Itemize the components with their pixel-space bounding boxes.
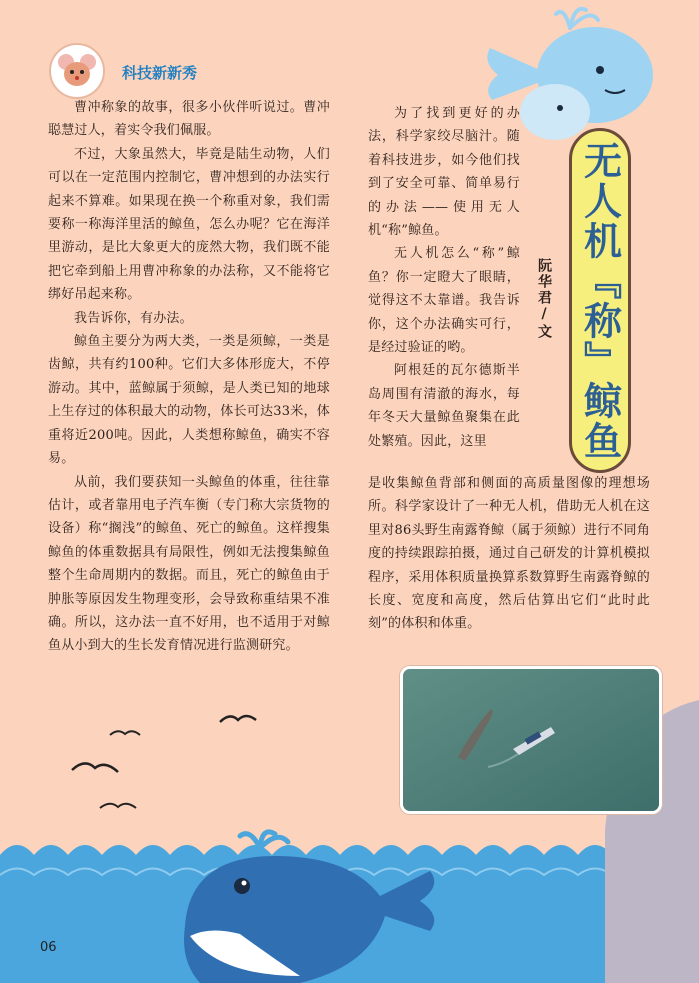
whale-boat-photo xyxy=(400,666,662,814)
paragraph: 是收集鲸鱼背部和侧面的高质量图像的理想场所。科学家设计了一种无人机，借助无人机在这里对86头野生南露脊鲸（属于须鲸）进行不同角度的持续跟踪拍摄，通过自己研发的计算机模拟程序，采用体积质量换算系数算野生南露脊鲸的长度、宽度和高度，然后估算出它们“此时此刻”的体积和体重。 xyxy=(368,476,650,632)
sea-photo-image xyxy=(403,669,659,811)
paragraph: 阿根廷的瓦尔德斯半岛周围有清澈的海水，每年冬天大量鲸鱼聚集在此处繁殖。因此，这里 xyxy=(368,363,520,449)
paragraph: 不过，大象虽然大，毕竟是陆生动物，人们可以在一定范围内控制它，曹冲想到的办法实行起来不算难。如果现在换一个称重对象，我们需要称一称海洋里活的鲸鱼，怎么办呢？它在海洋里游动，是比大象更大的庞然大物，我们既不能把它牵到船上用曹冲称象的办法称，又不能将它绑好吊起来称。 xyxy=(48,146,330,303)
author-byline: 阮华君/文 xyxy=(536,258,552,340)
mouse-icon xyxy=(48,42,106,100)
mouse-logo xyxy=(48,42,106,100)
article-title: 无人机『称』鲸鱼 xyxy=(577,140,622,461)
section-label: 科技新新秀 xyxy=(122,64,198,82)
paragraph: 鲸鱼主要分为两大类，一类是须鲸，一类是齿鲸，共有约100种。它们大多体形庞大，不停游动。其中，蓝鲸属于须鲸，是人类已知的地球上生存过的体积最大的动物，体长可达33米，体重将近200吨。因此，人类想称鲸鱼，确实不容易。 xyxy=(48,334,330,467)
page-number: 06 xyxy=(40,940,57,955)
seagulls xyxy=(70,710,280,820)
column-right-narrow xyxy=(368,102,520,453)
paragraph: 无人机怎么“称”鲸鱼？你一定瞪大了眼睛，觉得这不太靠谱。我告诉你，这个办法确实可行，是经过验证的哟。 xyxy=(368,246,520,356)
paragraph: 从前，我们要获知一头鲸鱼的体重，往往靠估计，或者靠用电子汽车衡（专门称大宗货物的设备）称“搁浅”的鲸鱼、死亡的鲸鱼。这样搜集鲸鱼的体重数据具有局限性，例如无法搜集鲸鱼整个生命周期内的数据。而且，死亡的鲸鱼由于肿胀等原因发生物理变形，会导致称重结果不准确。所以，这办法一直不好用，也不适用于对鲸鱼从小到大的生长发育情况进行监测研究。 xyxy=(48,474,330,654)
paragraph: 我告诉你，有办法。 xyxy=(74,310,193,326)
paragraph: 为了找到更好的办法，科学家绞尽脑汁。随着科技进步，如今他们找到了安全可靠、简单易行的办法——使用无人机“称”鲸鱼。 xyxy=(368,106,520,239)
whale-illustration xyxy=(180,826,450,983)
paragraph: 曹冲称象的故事，很多小伙伴听说过。曹冲聪慧过人，着实令我们佩服。 xyxy=(48,100,330,139)
column-right-wide xyxy=(368,472,650,636)
column-left xyxy=(48,96,330,658)
article-title-box xyxy=(569,128,631,473)
